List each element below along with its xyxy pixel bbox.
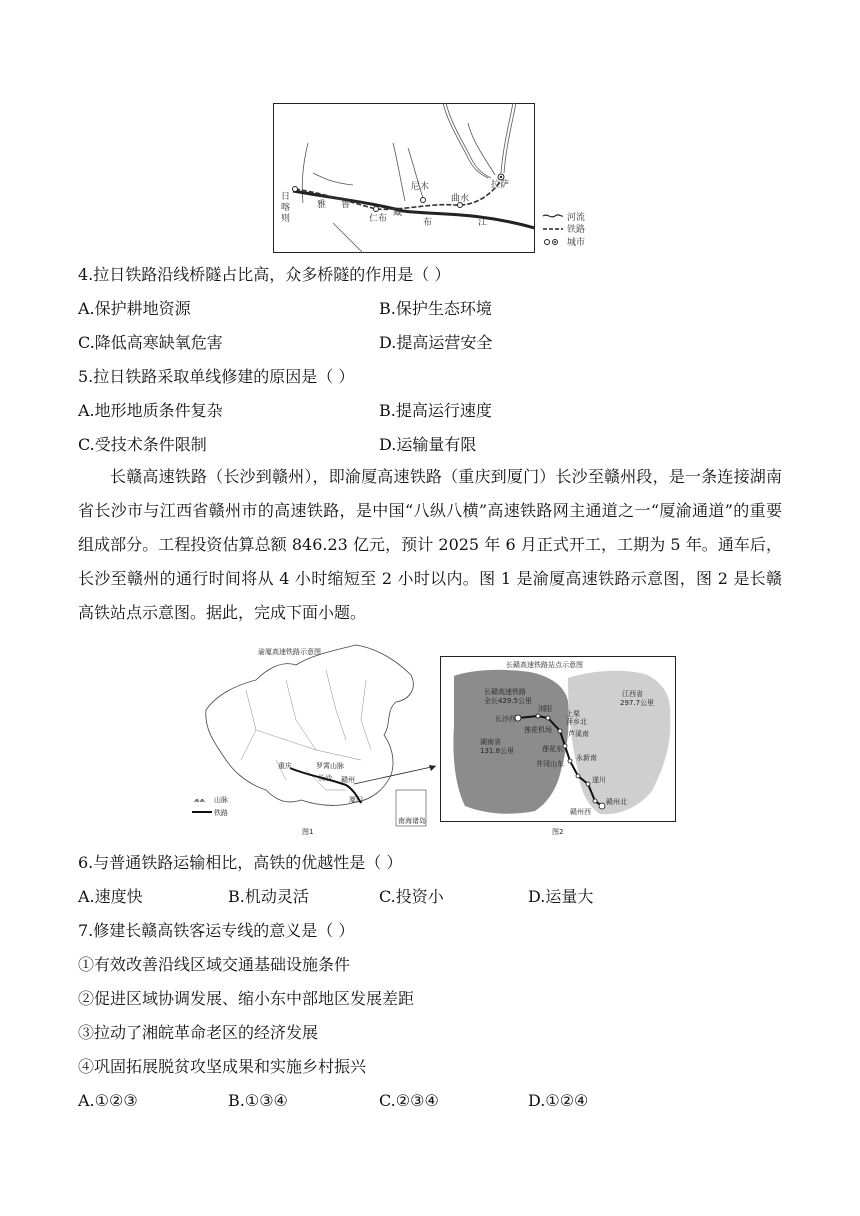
label-luoxiao: 罗霄山脉	[316, 762, 344, 770]
label-bu: 布	[423, 218, 433, 228]
q6-option-c[interactable]: C.投资小	[379, 887, 444, 906]
label-chongqing: 重庆	[278, 762, 292, 770]
q6-option-d[interactable]: D.运量大	[528, 887, 594, 906]
station-changshaxi: 长沙西	[495, 715, 516, 723]
label-changsha: 长沙	[318, 774, 332, 782]
map1-legend-svg	[541, 211, 611, 251]
lari-map-svg	[273, 103, 535, 253]
label-rikaze-1: 日	[281, 192, 291, 202]
q6-option-a[interactable]: A.速度快	[78, 887, 143, 906]
lari-railway-map	[273, 103, 586, 253]
q7-statement-2: ②促进区域协调发展、缩小东中部地区发展差距	[78, 989, 415, 1008]
city-nimu	[421, 198, 426, 203]
q7-statement-4: ④巩固拓展脱贫攻坚成果和实施乡村振兴	[78, 1057, 367, 1076]
label-jiang: 江	[478, 218, 488, 228]
legend-mountain: 山脉	[214, 796, 228, 804]
station-liuyang: 浏阳	[538, 705, 552, 713]
fig1-caption: 图1	[302, 828, 314, 836]
label-qushui: 曲水	[451, 194, 470, 204]
q5-option-d[interactable]: D.运输量有限	[379, 435, 477, 454]
legend-rail: 铁路	[567, 225, 586, 235]
fig1-title: 渝厦高速铁路示意图	[258, 648, 321, 656]
hunan-label: 湖南省	[480, 738, 501, 746]
fig2-title: 长赣高速铁路站点示意图	[506, 661, 583, 669]
label-rikaze-3: 则	[281, 214, 291, 224]
q6-option-b[interactable]: B.机动灵活	[228, 887, 309, 906]
q7-option-b[interactable]: B.①③④	[228, 1091, 288, 1110]
station-lianhuajichang: 莲花机场	[524, 726, 552, 734]
fig2-svg	[440, 656, 676, 838]
q7-option-d[interactable]: D.①②④	[528, 1091, 589, 1110]
link-arrow	[352, 758, 442, 788]
station-lianhuadong: 莲花东	[542, 745, 563, 753]
label-zang: 藏	[393, 208, 403, 218]
passage-text: 长赣高速铁路（长沙到赣州），即渝厦高速铁路（重庆到厦门）长沙至赣州段，是一条连接湖南省长沙市与江西省赣州市的高速铁路，是中国“八纵八横”高速铁路网主通道之一“厦渝通道”的重要组成部分。工程投资估算总额 846.23 亿元，预计 2025 年 6 月正式开工，工期为 5 年。通车后，长沙至赣州的通行时间将从 4 小时缩短至 2 小时以内。图 1 是渝厦高速铁路示意图，图 2 是长赣高铁站点示意图。据此，完成下面小题。	[78, 467, 782, 622]
legend-railway: 铁路	[214, 809, 228, 817]
station-shangli: 上栗	[566, 710, 580, 718]
label-ganzhou: 赣州	[341, 776, 355, 784]
jiangxi-length: 297.7公里	[620, 699, 655, 707]
station-luxinan: 芦溪南	[568, 730, 589, 738]
q5-option-a[interactable]: A.地形地质条件复杂	[78, 401, 223, 420]
city-renbu	[374, 207, 379, 212]
station-ganzhoubei: 赣州北	[606, 798, 627, 806]
station-pingxiangbei: 萍乡北	[566, 718, 587, 726]
q7-statement-3: ③拉动了湘皖革命老区的经济发展	[78, 1023, 319, 1042]
label-renbu: 仁布	[369, 214, 388, 224]
q4-stem: 4.拉日铁路沿线桥隧占比高，众多桥隧的作用是（ ）	[78, 265, 451, 284]
q5-option-b[interactable]: B.提高运行速度	[379, 401, 492, 420]
legend-river: 河流	[567, 213, 586, 223]
q5-stem: 5.拉日铁路采取单线修建的原因是（ ）	[78, 367, 355, 386]
label-lasa: 拉萨	[491, 180, 510, 190]
q7-option-a[interactable]: A.①②③	[78, 1091, 138, 1110]
fig2-caption: 图2	[552, 828, 564, 836]
fig1-svg	[186, 640, 434, 838]
svg-text:⩕⩕: ⩕⩕	[194, 796, 206, 804]
route-length: 全长429.5公里	[484, 697, 533, 705]
station-jinggangshandong: 井冈山东	[536, 760, 564, 768]
q7-stem: 7.修建长赣高铁客运专线的意义是（ ）	[78, 921, 355, 940]
q4-option-b[interactable]: B.保护生态环境	[379, 299, 492, 318]
label-lu: 鲁	[341, 200, 351, 210]
station-yongxinnan: 永新南	[576, 754, 597, 762]
q6-stem: 6.与普通铁路运输相比，高铁的优越性是（ ）	[78, 853, 403, 872]
label-nimu: 尼木	[411, 182, 430, 192]
q5-option-c[interactable]: C.受技术条件限制	[78, 435, 207, 454]
route-name: 长赣高速铁路	[484, 688, 526, 696]
station-ganzhouxi: 赣州西	[570, 808, 591, 816]
label-rikaze-2: 喀	[281, 203, 291, 213]
q7-statement-1: ①有效改善沿线区域交通基础设施条件	[78, 955, 351, 974]
hunan-length: 131.8公里	[480, 747, 515, 755]
label-ya: 雅	[317, 200, 327, 210]
jiangxi-label: 江西省	[622, 690, 643, 698]
label-xiamen: 厦门	[349, 796, 363, 804]
legend-city: 城市	[567, 238, 586, 248]
figure-2	[440, 656, 676, 838]
q4-option-c[interactable]: C.降低高寒缺氧危害	[78, 333, 223, 352]
q4-option-d[interactable]: D.提高运营安全	[379, 333, 493, 352]
city-rikaze	[293, 187, 298, 192]
q4-option-a[interactable]: A.保护耕地资源	[78, 299, 191, 318]
q7-option-c[interactable]: C.②③④	[379, 1091, 439, 1110]
figure-1	[186, 640, 434, 838]
inset-label: 南海诸岛	[398, 817, 426, 825]
station-suichuan: 遂川	[592, 776, 606, 784]
